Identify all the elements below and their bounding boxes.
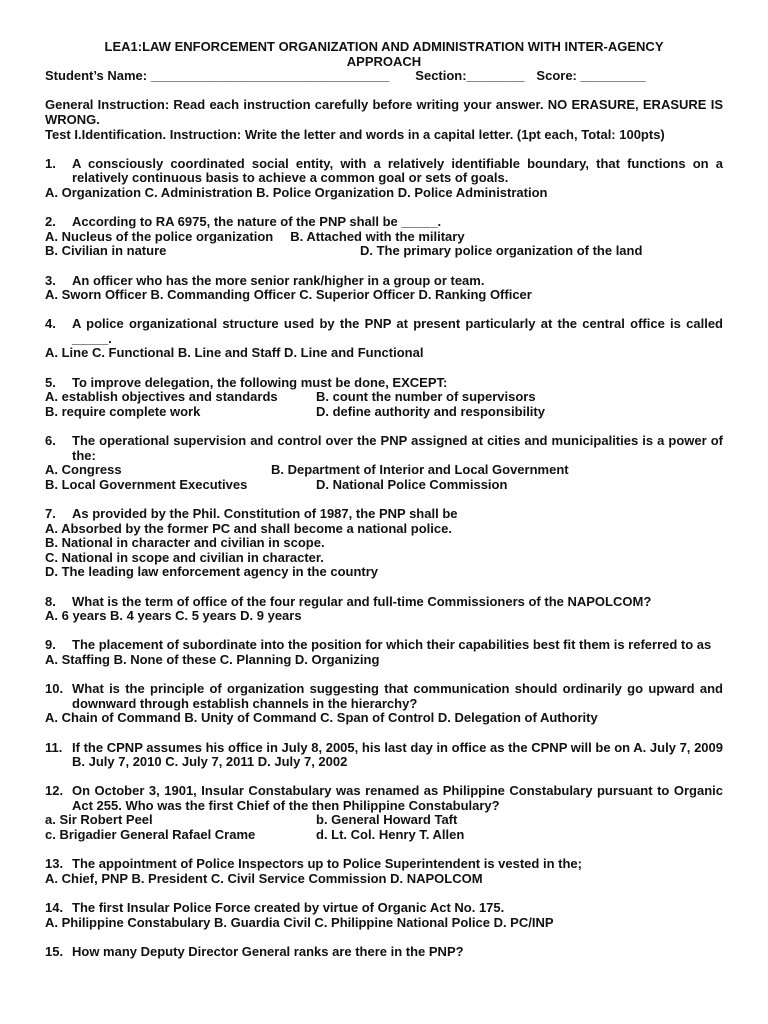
choice-b: b. General Howard Taft: [316, 812, 458, 828]
question-text: What is the term of office of the four regular and full-time Commissioners of the NAPOLCOM?: [72, 593, 652, 609]
question-number: 6.: [45, 433, 56, 449]
question-text: A police organizational structure used by the PNP at present particularly at the central office is called _____.: [72, 316, 723, 346]
choice-a: A. Congress: [45, 462, 122, 478]
answer-choices-row: [45, 813, 723, 828]
answer-choices: A. Sworn Officer B. Commanding Officer C. Superior Officer D. Ranking Officer: [45, 287, 532, 303]
question-text: How many Deputy Director General ranks are there in the PNP?: [72, 943, 464, 959]
question-15: [45, 945, 723, 960]
choice-d: D. National Police Commission: [316, 476, 508, 492]
answer-choices: A. Chain of Command B. Unity of Command C. Span of Control D. Delegation of Authority: [45, 710, 598, 726]
question-text: On October 3, 1901, Insular Constabulary was renamed as Philippine Constabulary pursuant to Organic Act 255. Who was the first Chief of the then Philippine Constabulary?: [72, 783, 723, 813]
question-text: An officer who has the more senior rank/higher in a group or team.: [72, 272, 485, 288]
question-number: 2.: [45, 214, 56, 230]
answer-choices: A. Staffing B. None of these C. Planning D. Organizing: [45, 651, 380, 667]
question-2: [45, 215, 723, 230]
question-text: The appointment of Police Inspectors up to Police Superintendent is vested in the;: [72, 856, 582, 872]
question-number: 8.: [45, 593, 56, 609]
question-6: [45, 434, 723, 463]
question-text: The operational supervision and control over the PNP assigned at cities and municipalities is a power of the:: [72, 433, 723, 463]
answer-choices: A. Chief, PNP B. President C. Civil Service Commission D. NAPOLCOM: [45, 870, 483, 886]
choice-d: D. define authority and responsibility: [316, 403, 545, 419]
question-number: 9.: [45, 637, 56, 653]
question-8: [45, 595, 723, 610]
choice-c: B. Civilian in nature: [45, 243, 167, 259]
score-field[interactable]: Score: _________: [536, 68, 646, 84]
question-7: [45, 507, 723, 522]
choice-b: B. Attached with the military: [290, 228, 465, 244]
question-text: What is the principle of organization suggesting that communication should ordinarily go upward and downward through establish channels in the hierarchy?: [72, 681, 723, 711]
student-name-field[interactable]: Student’s Name: _________________________________: [45, 68, 390, 84]
title-line-1: LEA1:LAW ENFORCEMENT ORGANIZATION AND ADMINISTRATION WITH INTER-AGENCY: [104, 39, 664, 54]
question-5: [45, 376, 723, 391]
title-line-2: APPROACH: [346, 53, 422, 69]
question-number: 13.: [45, 856, 64, 872]
worksheet: [45, 40, 723, 959]
question-text: As provided by the Phil. Constitution of 1987, the PNP shall be: [72, 506, 458, 521]
question-3: [45, 274, 723, 289]
answer-choices: A. 6 years B. 4 years C. 5 years D. 9 years: [45, 608, 302, 624]
choice-c: B. Local Government Executives: [45, 476, 248, 492]
choice-d: D. The primary police organization of the land: [360, 243, 643, 259]
answer-choices-row: [45, 828, 723, 843]
question-13: [45, 857, 723, 872]
question-text: If the CPNP assumes his office in July 8, 2005, his last day in office as the CPNP will be on A. July 7, 2009 B. July 7, 2010 C. July 7, 2011 D. July 7, 2002: [72, 739, 723, 770]
question-number: 11.: [45, 739, 63, 755]
answer-choices: A. Line C. Functional B. Line and Staff D. Line and Functional: [45, 345, 424, 361]
question-number: 1.: [45, 155, 56, 171]
question-1: [45, 157, 723, 186]
answer-choices-row: [45, 478, 723, 493]
question-text: A consciously coordinated social entity, with a relatively identifiable boundary, that functions on a relatively continuous basis to achieve a common goal or sets of goals.: [72, 155, 723, 186]
student-info-row: [45, 69, 723, 84]
choice-b: B. count the number of supervisors: [316, 389, 536, 405]
answer-choices-row: [45, 463, 723, 478]
answer-choices-row: [45, 230, 723, 245]
question-number: 5.: [45, 374, 56, 390]
choice-c: B. require complete work: [45, 403, 201, 419]
question-text: According to RA 6975, the nature of the PNP shall be _____.: [72, 214, 442, 230]
question-text: The placement of subordinate into the position for which their capabilities best fit them is referred to as: [72, 637, 712, 653]
choice-a: A. Nucleus of the police organization: [45, 228, 274, 244]
choice-b: B. National in character and civilian in scope.: [45, 535, 325, 551]
choice-c: c. Brigadier General Rafael Crame: [45, 827, 256, 843]
question-text: The first Insular Police Force created by virtue of Organic Act No. 175.: [72, 900, 505, 916]
choice-c: C. National in scope and civilian in character.: [45, 549, 324, 565]
question-12: [45, 784, 723, 813]
choice-a: A. Absorbed by the former PC and shall become a national police.: [45, 520, 452, 536]
question-number: 12.: [45, 783, 64, 799]
worksheet-title: [45, 40, 723, 69]
question-number: 3.: [45, 272, 56, 288]
choice-d: D. The leading law enforcement agency in the country: [45, 564, 379, 580]
question-number: 4.: [45, 316, 56, 332]
answer-choices-row: [45, 390, 723, 405]
question-9: [45, 638, 723, 653]
choice-d: d. Lt. Col. Henry T. Allen: [316, 827, 465, 843]
question-number: 7.: [45, 506, 56, 521]
question-text: To improve delegation, the following must be done, EXCEPT:: [72, 374, 448, 390]
answer-choices-row: [45, 244, 723, 259]
choice-a: a. Sir Robert Peel: [45, 812, 153, 828]
question-14: [45, 901, 723, 916]
question-number: 15.: [45, 943, 64, 959]
question-10: [45, 682, 723, 711]
answer-choices: A. Philippine Constabulary B. Guardia Civil C. Philippine National Police D. PC/INP: [45, 914, 554, 930]
choice-a: A. establish objectives and standards: [45, 389, 278, 405]
answer-choices: A. Organization C. Administration B. Police Organization D. Police Administration: [45, 184, 548, 200]
general-instruction: General Instruction: Read each instruction carefully before writing your answer. NO ERASURE, ERASURE IS WRONG.: [45, 97, 723, 127]
choice-b: B. Department of Interior and Local Government: [271, 462, 569, 478]
question-number: 10.: [45, 681, 64, 697]
test-instruction: Test I.Identification. Instruction: Write the letter and words in a capital letter. (1pt each, Total: 100pts): [45, 126, 665, 142]
question-11: [45, 741, 723, 770]
answer-choices-row: [45, 405, 723, 420]
section-field[interactable]: Section:________: [415, 68, 525, 84]
question-4: [45, 317, 723, 346]
question-number: 14.: [45, 900, 64, 916]
